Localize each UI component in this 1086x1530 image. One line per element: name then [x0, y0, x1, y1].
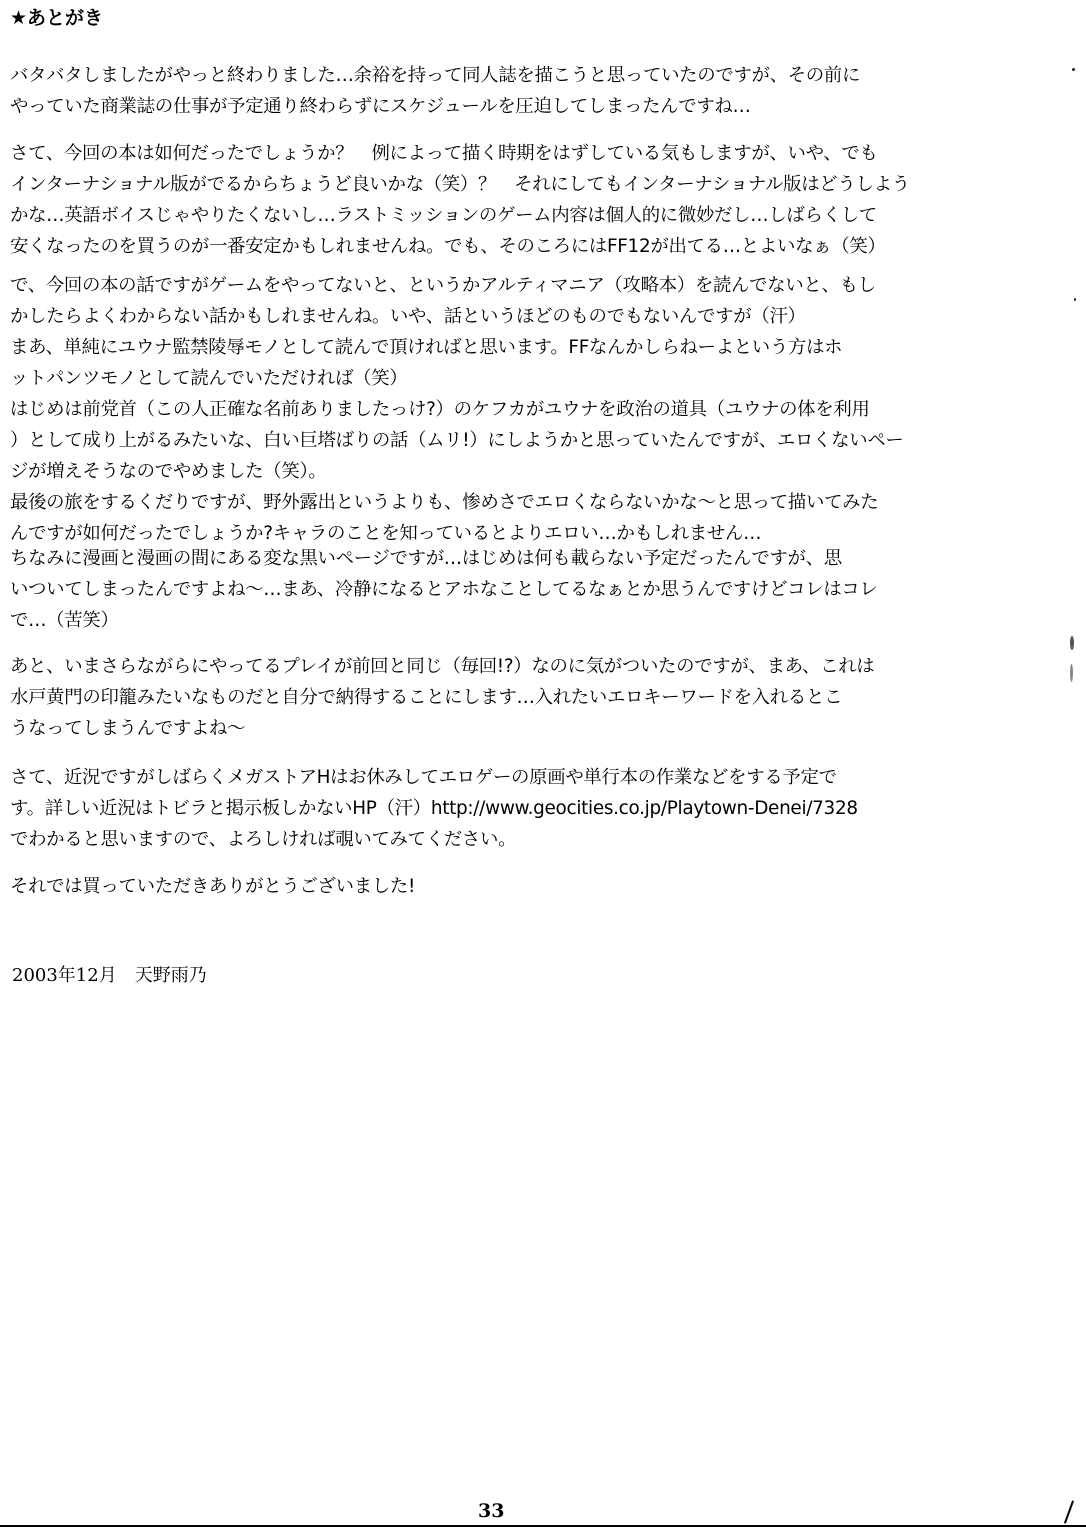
paragraph-3 — [10, 270, 1010, 549]
text-line: ちなみに漫画と漫画の間にある変な黒いページですが…はじめは何も載らない予定だったんですが、思 — [10, 548, 842, 569]
text-line: インターナショナル版がでるからちょうど良いかな（笑）？ それにしてもインターナショナル版はどうしよう — [10, 174, 910, 195]
text-line: 最後の旅をするくだりですが、野外露出というよりも、惨めさでエロくならないかな～と思って描いてみた — [10, 492, 879, 513]
text-line: かしたらよくわからない話かもしれませんね。いや、話というほどのものでもないんですが（汗） — [10, 306, 806, 327]
text-line: ジが増えそうなのでやめました（笑）。 — [10, 461, 327, 482]
text-line: す。詳しい近況はトビラと掲示板しかないHP（汗）http://www.geocities.co.jp/Playtown-Denei/7328 — [10, 798, 858, 819]
text-line: 水戸黄門の印籠みたいなものだと自分で納得することにします…入れたいエロキーワードを入れるとこ — [10, 687, 843, 708]
scan-speck — [1072, 68, 1075, 71]
text-line: さて、近況ですがしばらくメガストアHはお休みしてエロゲーの原画や単行本の作業などをする予定で — [10, 767, 837, 788]
text-line: ットパンツモノとして読んでいただければ（笑） — [10, 368, 408, 389]
scan-speck — [1070, 664, 1073, 682]
text-line: はじめは前党首（この人正確な名前ありましたっけ?）のケフカがユウナを政治の道具（ユウナの体を利用 — [10, 399, 870, 420]
text-line: でわかると思いますので、よろしければ覗いてみてください。 — [10, 829, 517, 850]
heading: ★あとがき — [10, 7, 104, 29]
text-line: うなってしまうんですよね～ — [10, 718, 246, 739]
text-line: あと、いまさらながらにやってるプレイが前回と同じ（毎回!?）なのに気がついたのですが、まあ、これは — [10, 656, 875, 677]
bottom-rule — [0, 1525, 1086, 1527]
text-line: バタバタしましたがやっと終わりました…余裕を持って同人誌を描こうと思っていたのですが、その前に — [10, 65, 861, 86]
text-line: いついてしまったんですよね～…まあ、冷静になるとアホなことしてるなぁとか思うんですけどコレはコレ — [10, 579, 878, 600]
corner-mark — [1064, 1500, 1074, 1523]
paragraph-6 — [10, 762, 1010, 855]
scan-speck — [1074, 298, 1076, 301]
page-number: 33 — [478, 1500, 505, 1522]
text-line: さて、今回の本は如何だったでしょうか？ 例によって描く時期をはずしている気もしますが、いや、でも — [10, 143, 878, 164]
paragraph-2 — [10, 138, 1010, 262]
scan-speck — [1070, 636, 1074, 650]
text-line: で…（苦笑） — [10, 610, 119, 631]
text-line: かな…英語ボイスじゃやりたくないし…ラストミッションのゲーム内容は個人的に微妙だし…しばらくして — [10, 205, 877, 226]
text-line: まあ、単純にユウナ監禁陵辱モノとして読んで頂ければと思います。FFなんかしらねーよという方はホ — [10, 337, 843, 358]
paragraph-4 — [10, 543, 1010, 636]
text-line: それでは買っていただきありがとうございました! — [10, 876, 416, 897]
text-line: やっていた商業誌の仕事が予定通り終わらずにスケジュールを圧迫してしまったんですね… — [10, 96, 751, 117]
text-line: んですが如何だったでしょうか?キャラのことを知っているとよりエロい…かもしれません… — [10, 523, 762, 544]
paragraph-7 — [10, 871, 1010, 902]
signature: 2003年12月 天野雨乃 — [12, 965, 207, 986]
paragraph-5 — [10, 651, 1010, 744]
text-line: ）として成り上がるみたいな、白い巨塔ばりの話（ムリ!）にしようかと思っていたんですが、エロくないペー — [10, 430, 904, 451]
text-line: で、今回の本の話ですがゲームをやってないと、というかアルティマニア（攻略本）を読んでないと、もし — [10, 275, 876, 296]
paragraph-1 — [10, 60, 1010, 122]
text-line: 安くなったのを買うのが一番安定かもしれませんね。でも、そのころにはFF12が出てる…とよいなぁ（笑） — [10, 236, 886, 257]
